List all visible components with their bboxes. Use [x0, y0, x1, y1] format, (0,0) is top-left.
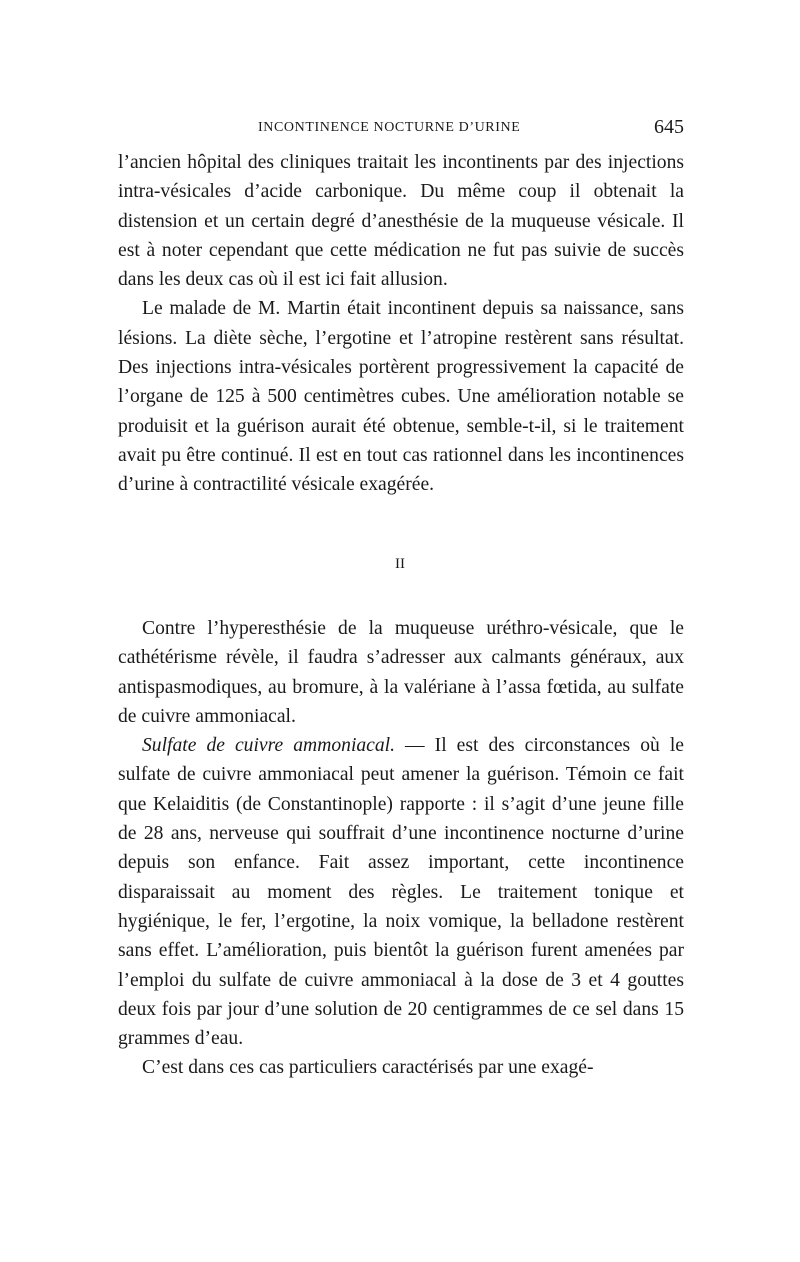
paragraph-4 [118, 731, 684, 1053]
paragraph-3: Contre l’hyperesthésie de la muqueuse uréthro-vésicale, que le cathétérisme révèle, il faudra s’adresser aux calmants généraux, aux antispasmodiques, au bromure, à la valériane à l’assa fœtida, au sulfate de cuivre ammoniacal. [118, 618, 684, 727]
text-block-upper [118, 148, 684, 500]
paragraph-4-heading: Sulfate de cuivre ammoniacal. [142, 735, 396, 757]
paragraph-5: C’est dans ces cas particuliers caractérisés par une exagé- [142, 1057, 594, 1079]
paragraph-1: l’ancien hôpital des cliniques traitait les incontinents par des injections intra-vésicales d’acide carbonique. Du même coup il obtenait la distension et un certain degré d’anesthésie de la muqueuse vésicale. Il est à noter cependant que cette médication ne fut pas suivie de succès dans les deux cas où il est ici fait allusion. [118, 152, 684, 291]
paragraph-4-body: — Il est des circonstances où le sulfate de cuivre ammoniacal peut amener la guérison. Témoin ce fait que Kelaiditis (de Constantinople) rapporte : il s’agit d’une jeune fille de 28 ans, nerveuse qui souffrait d’une incontinence nocturne d’urine depuis son enfance. Fait assez important, cette incontinence disparaissait au moment des règles. Le traitement tonique et hygiénique, le fer, l’ergotine, la noix vomique, la belladone restèrent sans effet. L’amélioration, puis bientôt la guérison furent amenées par l’emploi du sulfate de cuivre ammoniacal à la dose de 3 et 4 gouttes deux fois par jour d’une solution de 20 centigrammes de ce sel dans 15 grammes d’eau. [118, 735, 684, 1050]
section-numeral: II [395, 556, 405, 572]
running-title: INCONTINENCE NOCTURNE D’URINE [258, 120, 521, 135]
page-number: 645 [654, 116, 684, 138]
text-block-lower [118, 614, 684, 1083]
running-head [118, 116, 684, 142]
paragraph-2: Le malade de M. Martin était incontinent depuis sa naissance, sans lésions. La diète sèche, l’ergotine et l’atropine restèrent sans résultat. Des injections intra-vésicales portèrent progressivement la capacité de l’organe de 125 à 500 centimètres cubes. Une amélioration notable se produisit et la guérison aurait été obtenue, semble-t-il, si le traitement avait pu être continué. Il est en tout cas rationnel dans les incontinences d’urine à contractilité vésicale exagérée. [118, 298, 684, 496]
